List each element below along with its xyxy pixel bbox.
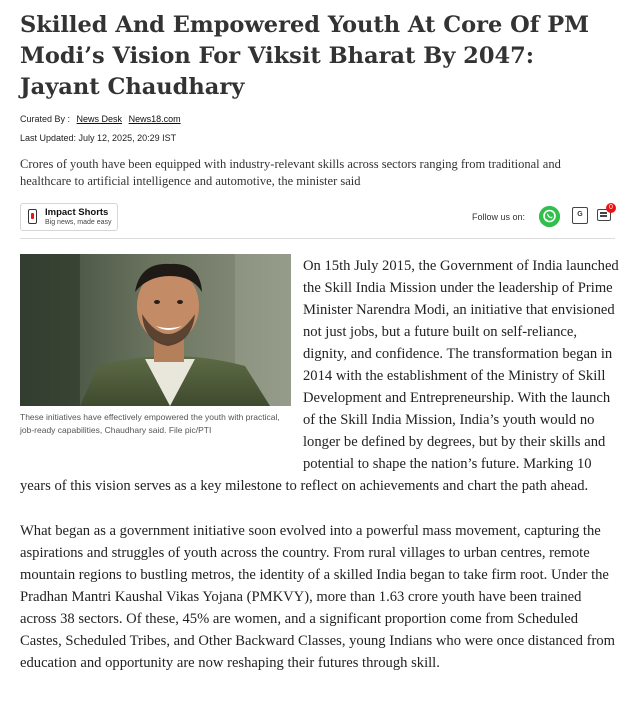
notification-icon[interactable]	[597, 204, 613, 221]
curated-by	[20, 114, 181, 124]
google-news-icon[interactable]: G	[572, 207, 588, 224]
notification-badge: 0	[606, 203, 616, 213]
phone-icon	[28, 209, 37, 224]
article-headline: Skilled And Empowered Youth At Core Of PM Modi’s Vision For Viksit Bharat By 2047: Jayant Chaudhary	[20, 12, 590, 100]
image-float-spacer	[20, 255, 303, 471]
article-paragraph-1: On 15th July 2015, the Government of India launched the Skill India Mission under the leadership of Prime Minister Narendra Modi, an initiative that envisioned not just jobs, but a future built on self-reliance, dignity, and confidence. The transformation began in 2014 with the establishment of the Ministry of Skill Development and Entrepreneurship. With the launch of the Skill India Mission, India’s youth would no longer be defined by degrees, but by their skills and potential to shape the nation’s future. Marking 10 years of this vision serves as a key milestone to reflect on achievements and chart the path ahead.	[20, 258, 619, 494]
article-body	[20, 255, 620, 674]
article-summary: Crores of youth have been equipped with industry-relevant skills across sectors ranging from traditional and healthcare to artificial intelligence and automotive, the minister said	[20, 157, 561, 188]
follow-us-label: Follow us on:	[472, 212, 526, 222]
impact-shorts-subtitle: Big news, made easy	[45, 219, 112, 226]
last-updated: Last Updated: July 12, 2025, 20:29 IST	[20, 133, 177, 143]
author-link-news18[interactable]: News18.com	[128, 114, 181, 124]
image-caption: These initiatives have effectively empowered the youth with practical, job-ready capabilities, Chaudhary said. File pic/PTI	[20, 412, 280, 435]
notification-lines	[600, 212, 607, 214]
author-link-news-desk[interactable]: News Desk	[76, 114, 123, 124]
article-paragraph-2: What began as a government initiative soon evolved into a powerful mass movement, capturing the aspirations and struggles of youth across the country. From rural villages to urban centres, remote mountain regions to bustling metros, the identity of a skilled India began to take firm root. Under the Pradhan Mantri Kaushal Vikas Yojana (PMKVY), more than 1.63 crore youth have been trained across 38 sectors. Of these, 45% are women, and a significant proportion come from Scheduled Castes, Scheduled Tribes, and Other Backward Classes, young Indians who were once distanced from education and opportunity are now reshaping their futures through skill.	[20, 523, 615, 671]
header-divider	[20, 238, 615, 239]
impact-shorts-button[interactable]	[20, 203, 118, 231]
curated-by-label: Curated By :	[20, 114, 71, 124]
impact-shorts-title: Impact Shorts	[45, 207, 109, 218]
whatsapp-icon[interactable]	[539, 206, 560, 227]
